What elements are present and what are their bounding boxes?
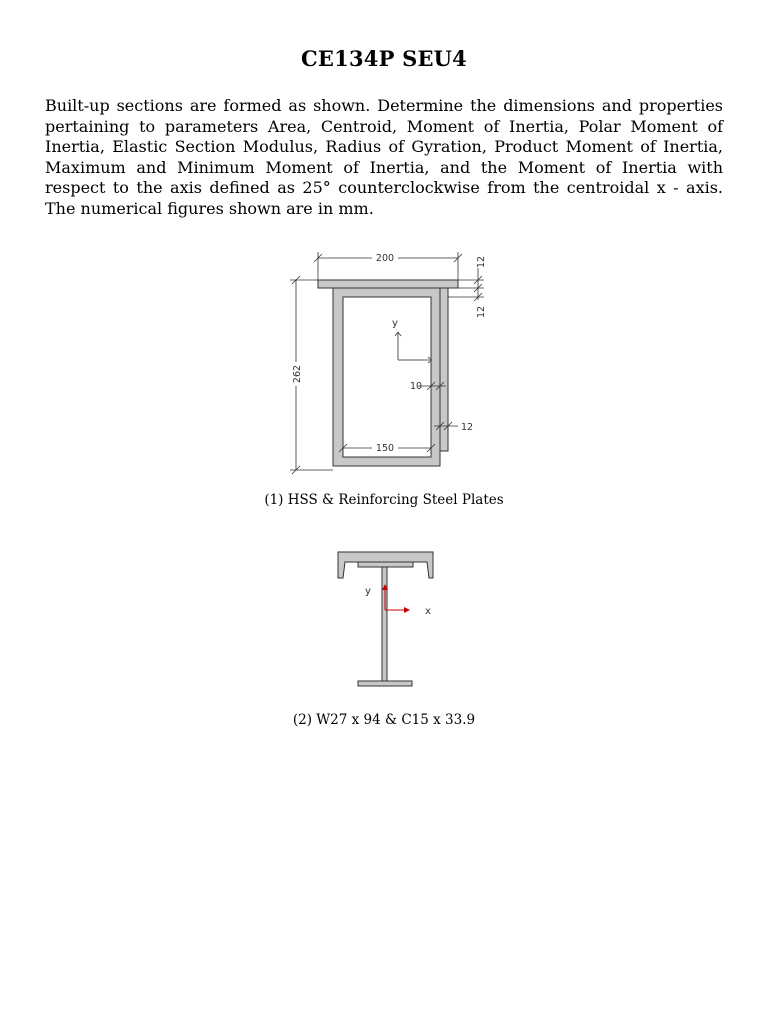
dim-10: 10 xyxy=(410,381,423,392)
figure1-caption: (1) HSS & Reinforcing Steel Plates xyxy=(264,492,504,508)
dim-262: 262 xyxy=(292,364,303,384)
dim-150: 150 xyxy=(375,443,395,454)
fig2-y-axis-label: y xyxy=(365,586,371,597)
dim-200: 200 xyxy=(375,253,395,264)
dim-12-gap: 12 xyxy=(476,305,487,319)
fig2-x-axis-label: x xyxy=(425,606,431,617)
dim-12-top: 12 xyxy=(476,255,487,269)
w-top-flange xyxy=(358,562,413,567)
page-title: CE134P SEU4 xyxy=(301,46,467,71)
w-web xyxy=(382,567,387,681)
w-bottom-flange xyxy=(358,681,412,686)
figure2-caption: (2) W27 x 94 & C15 x 33.9 xyxy=(292,712,476,728)
fig1-y-axis-label: y xyxy=(392,318,398,329)
problem-statement: Built-up sections are formed as shown. Determine the dimensions and properties pertaining to parameters Area, Centroid, Moment of Inertia, Polar Moment of Inertia, Elastic Section Modulus, Radius of Gyration, Product Moment of Inertia, Maximum and Minimum Moment of Inertia, and the Moment of Inertia with respect to the axis defined as 25° counterclockwise from the centroidal x - axis. The numerical figures shown are in mm. xyxy=(45,96,723,218)
dim-12-side: 12 xyxy=(461,422,474,433)
